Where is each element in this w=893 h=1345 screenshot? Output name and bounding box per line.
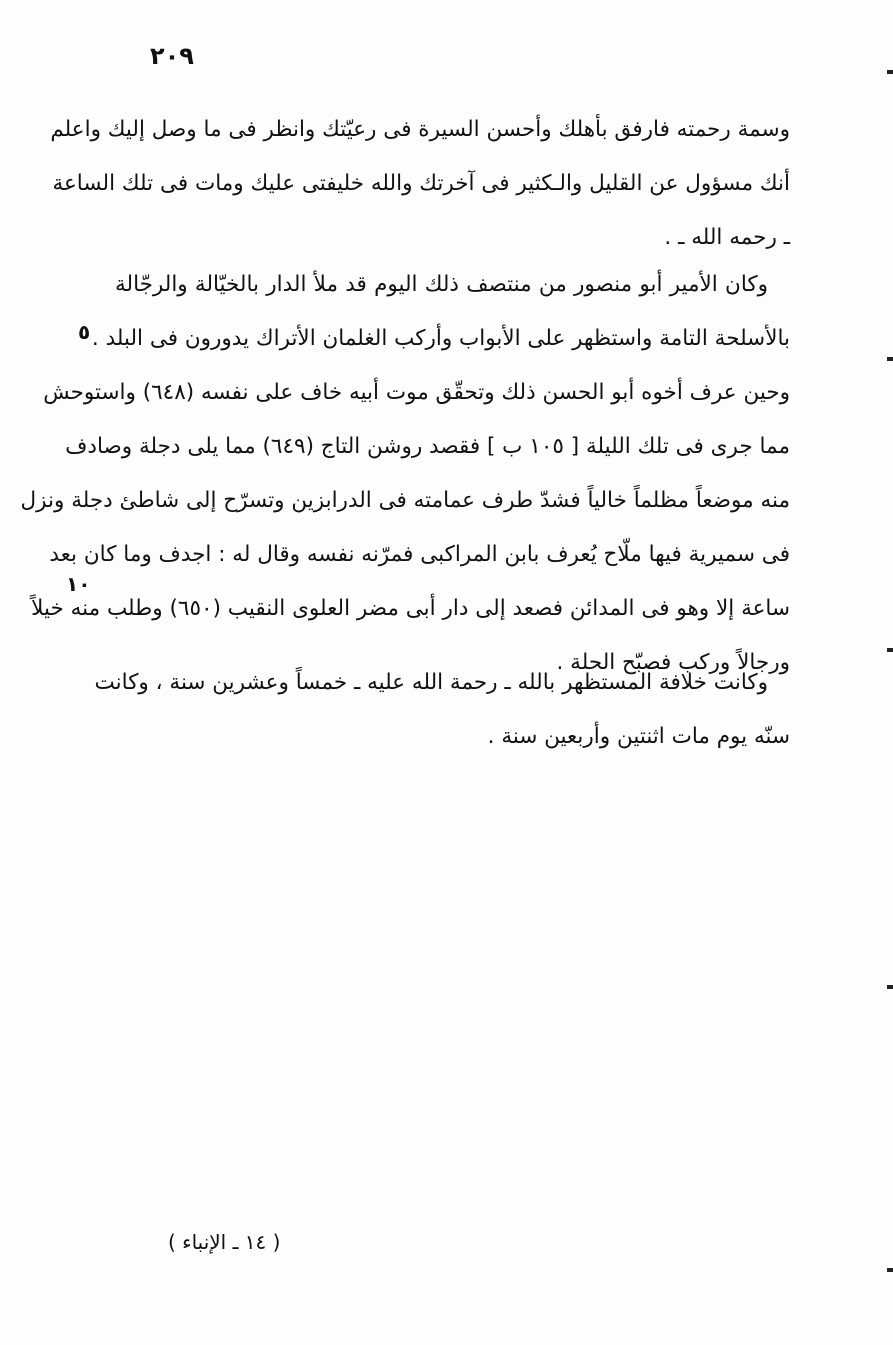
page-number: ٢٠٩	[150, 42, 194, 70]
line-number-10: ١٠	[66, 572, 91, 596]
text-line: ورجالاً وركب فصبّح الحلة .	[556, 650, 790, 675]
text-line: وكانت خلافة المستظهر بالله ـ رحمة الله عليه ـ خمساً وعشرين سنة ، وكانت	[94, 670, 768, 695]
paragraph-2	[20, 258, 790, 690]
paragraph-1	[50, 103, 790, 265]
text-line: مما جرى فى تلك الليلة [ ١٠٥ ب ] فقصد روشن التاج (٦٤٩) مما يلى دجلة وصادف	[65, 434, 790, 459]
text-line: بالأسلحة التامة واستظهر على الأبواب وأركب الغلمان الأتراك يدورون فى البلد .	[91, 326, 790, 351]
text-line: ساعة إلا وهو فى المدائن فصعد إلى دار أبى مضر العلوى النقيب (٦٥٠) وطلب منه خيلاً	[31, 596, 790, 621]
scan-edge-mark	[887, 648, 893, 652]
footer-signature: ( ١٤ ـ الإنباء )	[168, 1230, 281, 1254]
text-line: أنك مسؤول عن القليل والـكثير فى آخرتك والله خليفتى عليك ومات فى تلك الساعة	[52, 171, 790, 196]
text-line: وكان الأمير أبو منصور من منتصف ذلك اليوم قد ملأ الدار بالخيّالة والرجّالة	[115, 272, 768, 297]
scan-edge-mark	[887, 357, 893, 361]
text-line: سنّه يوم مات اثنتين وأربعين سنة .	[487, 724, 790, 749]
line-number-5: ٥	[78, 320, 91, 344]
scan-edge-mark	[887, 985, 893, 989]
scan-edge-mark	[887, 1268, 893, 1272]
text-line: منه موضعاً مظلماً خالياً فشدّ طرف عمامته فى الدرابزين وتسرّح إلى شاطئ دجلة ونزل	[20, 488, 790, 513]
paragraph-3	[94, 656, 790, 764]
text-line: ـ رحمه الله ـ .	[664, 225, 790, 250]
text-line: وحين عرف أخوه أبو الحسن ذلك وتحقّق موت أبيه خاف على نفسه (٦٤٨) واستوحش	[43, 380, 790, 405]
text-line: وسمة رحمته فارفق بأهلك وأحسن السيرة فى رعيّتك وانظر فى ما وصل إليك واعلم	[50, 117, 790, 142]
scan-edge-mark	[887, 70, 893, 74]
text-line: فى سميرية فيها ملّاح يُعرف بابن المراكبى فمرّنه نفسه وقال له : اجدف وما كان بعد	[49, 542, 790, 567]
